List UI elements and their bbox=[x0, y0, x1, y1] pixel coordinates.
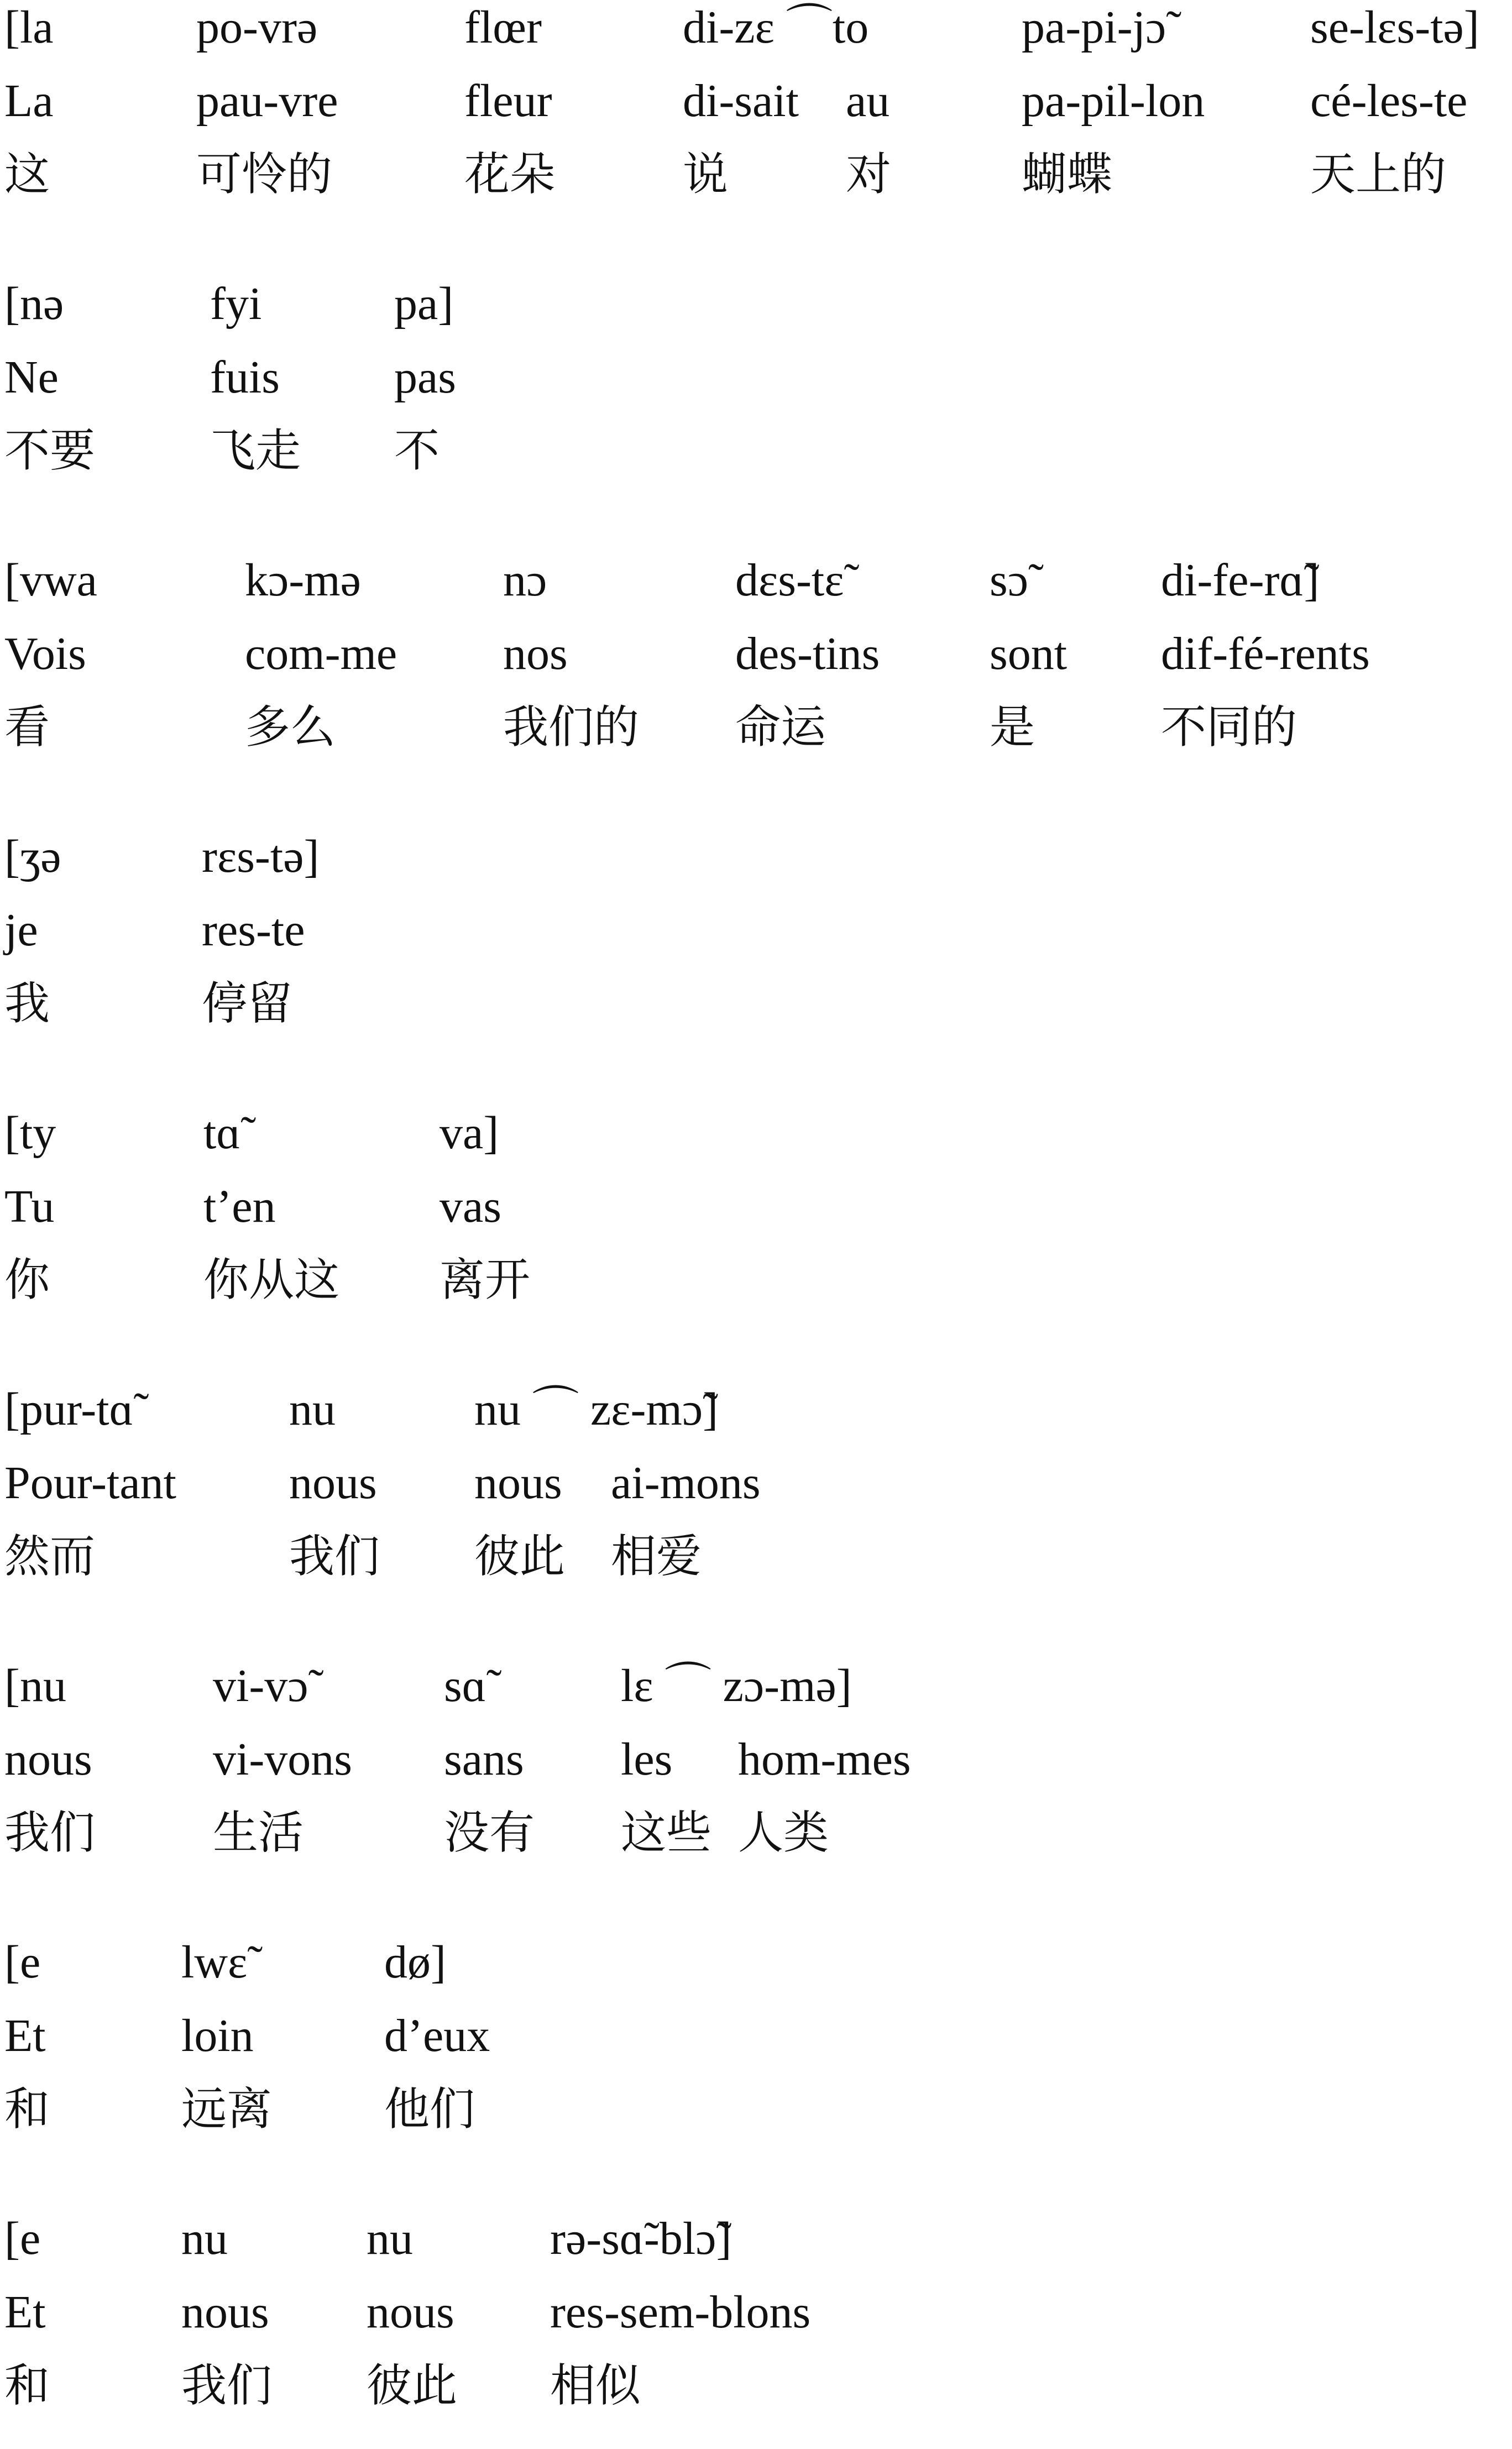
ipa-line bbox=[0, 1100, 1512, 1166]
french-word: vi-vons bbox=[213, 1734, 352, 1785]
chinese-word: 我们的 bbox=[503, 701, 640, 753]
chinese-word: 停留 bbox=[202, 977, 293, 1030]
lyric-stanza bbox=[0, 824, 1512, 1067]
french-word: sans bbox=[444, 1734, 524, 1785]
lyric-stanza bbox=[0, 1377, 1512, 1620]
french-word: je bbox=[4, 904, 38, 956]
french-word: Et bbox=[4, 2010, 46, 2061]
chinese-line bbox=[0, 418, 1512, 484]
lyric-stanza bbox=[0, 1653, 1512, 1896]
ipa-word: kɔ-mə bbox=[245, 554, 361, 606]
chinese-word: 不同的 bbox=[1161, 701, 1298, 753]
french-word: di-sait bbox=[683, 75, 799, 127]
french-word: sont bbox=[990, 628, 1068, 679]
french-word: au bbox=[846, 75, 890, 127]
french-line bbox=[0, 621, 1512, 687]
chinese-line bbox=[0, 142, 1512, 208]
ipa-word: pa-pi-jɔ̃ bbox=[1022, 2, 1166, 53]
chinese-word: 对 bbox=[846, 148, 892, 201]
chinese-word: 然而 bbox=[4, 1530, 96, 1583]
ipa-word: [vwa bbox=[4, 554, 97, 606]
french-word: Et bbox=[4, 2286, 46, 2338]
chinese-line bbox=[0, 1800, 1512, 1866]
french-word: pas bbox=[394, 352, 456, 403]
ipa-line bbox=[0, 1929, 1512, 1996]
ipa-word: [e bbox=[4, 2213, 41, 2264]
chinese-line bbox=[0, 1247, 1512, 1314]
french-line bbox=[0, 2003, 1512, 2069]
chinese-word: 彼此 bbox=[474, 1530, 566, 1583]
ipa-word: pa] bbox=[394, 278, 454, 329]
chinese-word: 可怜的 bbox=[196, 148, 333, 201]
ipa-word: tɑ̃ bbox=[203, 1107, 241, 1159]
ipa-word: rɛs-tə] bbox=[202, 831, 320, 882]
chinese-word: 我们 bbox=[4, 1807, 96, 1859]
french-word: Pour-tant bbox=[4, 1457, 176, 1509]
chinese-word: 花朵 bbox=[464, 148, 556, 201]
chinese-word: 天上的 bbox=[1310, 148, 1447, 201]
french-word: ai-mons bbox=[611, 1457, 761, 1509]
ipa-word: [pur-tɑ̃ bbox=[4, 1384, 134, 1435]
french-word: des-tins bbox=[735, 628, 880, 679]
ipa-word: nu bbox=[289, 1384, 336, 1435]
ipa-word: va] bbox=[440, 1107, 499, 1159]
french-word: Vois bbox=[4, 628, 86, 679]
ipa-word: di-zɛ ⌒to bbox=[683, 2, 869, 53]
ipa-word: nɔ bbox=[503, 554, 547, 606]
chinese-word: 我们 bbox=[289, 1530, 380, 1583]
chinese-word: 我 bbox=[4, 977, 50, 1030]
chinese-word: 离开 bbox=[440, 1254, 531, 1306]
ipa-line bbox=[0, 824, 1512, 890]
french-word: fleur bbox=[464, 75, 552, 127]
lyric-stanza bbox=[0, 271, 1512, 514]
ipa-word: vi-vɔ̃ bbox=[213, 1660, 308, 1712]
ipa-word: [ʒə bbox=[4, 831, 61, 882]
ipa-word: [nu bbox=[4, 1660, 66, 1712]
french-line bbox=[0, 1174, 1512, 1240]
chinese-word: 不 bbox=[394, 425, 440, 477]
ipa-word: nu bbox=[181, 2213, 228, 2264]
chinese-line bbox=[0, 1524, 1512, 1590]
french-word: pa-pil-lon bbox=[1022, 75, 1205, 127]
chinese-word: 相爱 bbox=[611, 1530, 702, 1583]
ipa-word: di-fe-rɑ̃] bbox=[1161, 554, 1320, 606]
ipa-word: sɔ̃ bbox=[990, 554, 1028, 606]
chinese-word: 和 bbox=[4, 2359, 50, 2412]
french-line bbox=[0, 344, 1512, 411]
chinese-word: 和 bbox=[4, 2083, 50, 2136]
chinese-word: 不要 bbox=[4, 425, 96, 477]
ipa-word: lwɛ̃ bbox=[181, 1937, 248, 1988]
ipa-word: [nə bbox=[4, 278, 64, 329]
french-word: nous bbox=[289, 1457, 377, 1509]
chinese-word: 飞走 bbox=[210, 425, 301, 477]
chinese-word: 是 bbox=[990, 701, 1035, 753]
ipa-word: sɑ̃ bbox=[444, 1660, 486, 1712]
ipa-word: nu bbox=[367, 2213, 413, 2264]
french-word: res-sem-blons bbox=[550, 2286, 811, 2338]
french-line bbox=[0, 1726, 1512, 1793]
chinese-word: 我们 bbox=[181, 2359, 273, 2412]
chinese-line bbox=[0, 2353, 1512, 2419]
french-word: nos bbox=[503, 628, 568, 679]
ipa-word: [ty bbox=[4, 1107, 56, 1159]
ipa-word: se-lɛs-tə] bbox=[1310, 2, 1479, 53]
french-word: d’eux bbox=[384, 2010, 490, 2061]
french-word: dif-fé-rents bbox=[1161, 628, 1370, 679]
ipa-word: flœr bbox=[464, 2, 542, 53]
french-word: nous bbox=[4, 1734, 92, 1785]
french-line bbox=[0, 2279, 1512, 2346]
chinese-word: 你 bbox=[4, 1254, 50, 1306]
chinese-word: 没有 bbox=[444, 1807, 535, 1859]
ipa-word: rə-sɑ̃-blɔ̃] bbox=[550, 2213, 732, 2264]
french-word: Tu bbox=[4, 1181, 55, 1232]
french-word: les bbox=[621, 1734, 673, 1785]
french-word: loin bbox=[181, 2010, 254, 2061]
ipa-line bbox=[0, 1653, 1512, 1719]
ipa-word: fyi bbox=[210, 278, 262, 329]
chinese-word: 这些 bbox=[621, 1807, 712, 1859]
lyric-stanza bbox=[0, 1929, 1512, 2173]
chinese-word: 彼此 bbox=[367, 2359, 458, 2412]
chinese-word: 这 bbox=[4, 148, 50, 201]
french-line bbox=[0, 68, 1512, 134]
ipa-word: dɛs-tɛ̃ bbox=[735, 554, 844, 606]
french-word: vas bbox=[440, 1181, 501, 1232]
chinese-line bbox=[0, 694, 1512, 761]
lyric-stanza bbox=[0, 1100, 1512, 1343]
ipa-word: dø] bbox=[384, 1937, 446, 1988]
ipa-line bbox=[0, 271, 1512, 337]
french-word: nous bbox=[367, 2286, 454, 2338]
ipa-line bbox=[0, 1377, 1512, 1443]
french-word: hom-mes bbox=[738, 1734, 911, 1785]
chinese-word: 相似 bbox=[550, 2359, 641, 2412]
lyric-stanza bbox=[0, 547, 1512, 791]
french-word: t’en bbox=[203, 1181, 276, 1232]
lyric-stanza bbox=[0, 2206, 1512, 2449]
french-line bbox=[0, 1450, 1512, 1516]
french-word: Ne bbox=[4, 352, 59, 403]
chinese-word: 人类 bbox=[738, 1807, 829, 1859]
chinese-word: 生活 bbox=[213, 1807, 304, 1859]
lyric-stanza bbox=[0, 0, 1512, 238]
ipa-word: po-vrə bbox=[196, 2, 318, 53]
french-word: fuis bbox=[210, 352, 280, 403]
french-word: La bbox=[4, 75, 54, 127]
chinese-word: 蝴蝶 bbox=[1022, 148, 1113, 201]
french-word: cé-les-te bbox=[1310, 75, 1468, 127]
ipa-word: lɛ ⌒ zɔ-mə] bbox=[621, 1660, 852, 1712]
chinese-word: 说 bbox=[683, 148, 729, 201]
french-word: res-te bbox=[202, 904, 305, 956]
chinese-line bbox=[0, 2076, 1512, 2143]
french-word: com-me bbox=[245, 628, 397, 679]
french-word: pau-vre bbox=[196, 75, 338, 127]
ipa-word: [la bbox=[4, 2, 54, 53]
ipa-word: [e bbox=[4, 1937, 41, 1988]
chinese-line bbox=[0, 971, 1512, 1037]
chinese-word: 命运 bbox=[735, 701, 826, 753]
chinese-word: 你从这 bbox=[203, 1254, 340, 1306]
ipa-word: nu ⌒ zɛ-mɔ̃] bbox=[474, 1384, 719, 1435]
ipa-line bbox=[0, 2206, 1512, 2272]
chinese-word: 多么 bbox=[245, 701, 336, 753]
chinese-word: 远离 bbox=[181, 2083, 273, 2136]
french-word: nous bbox=[474, 1457, 562, 1509]
ipa-line bbox=[0, 0, 1512, 61]
french-word: nous bbox=[181, 2286, 269, 2338]
ipa-line bbox=[0, 547, 1512, 614]
chinese-word: 他们 bbox=[384, 2083, 475, 2136]
french-line bbox=[0, 897, 1512, 964]
chinese-word: 看 bbox=[4, 701, 50, 753]
